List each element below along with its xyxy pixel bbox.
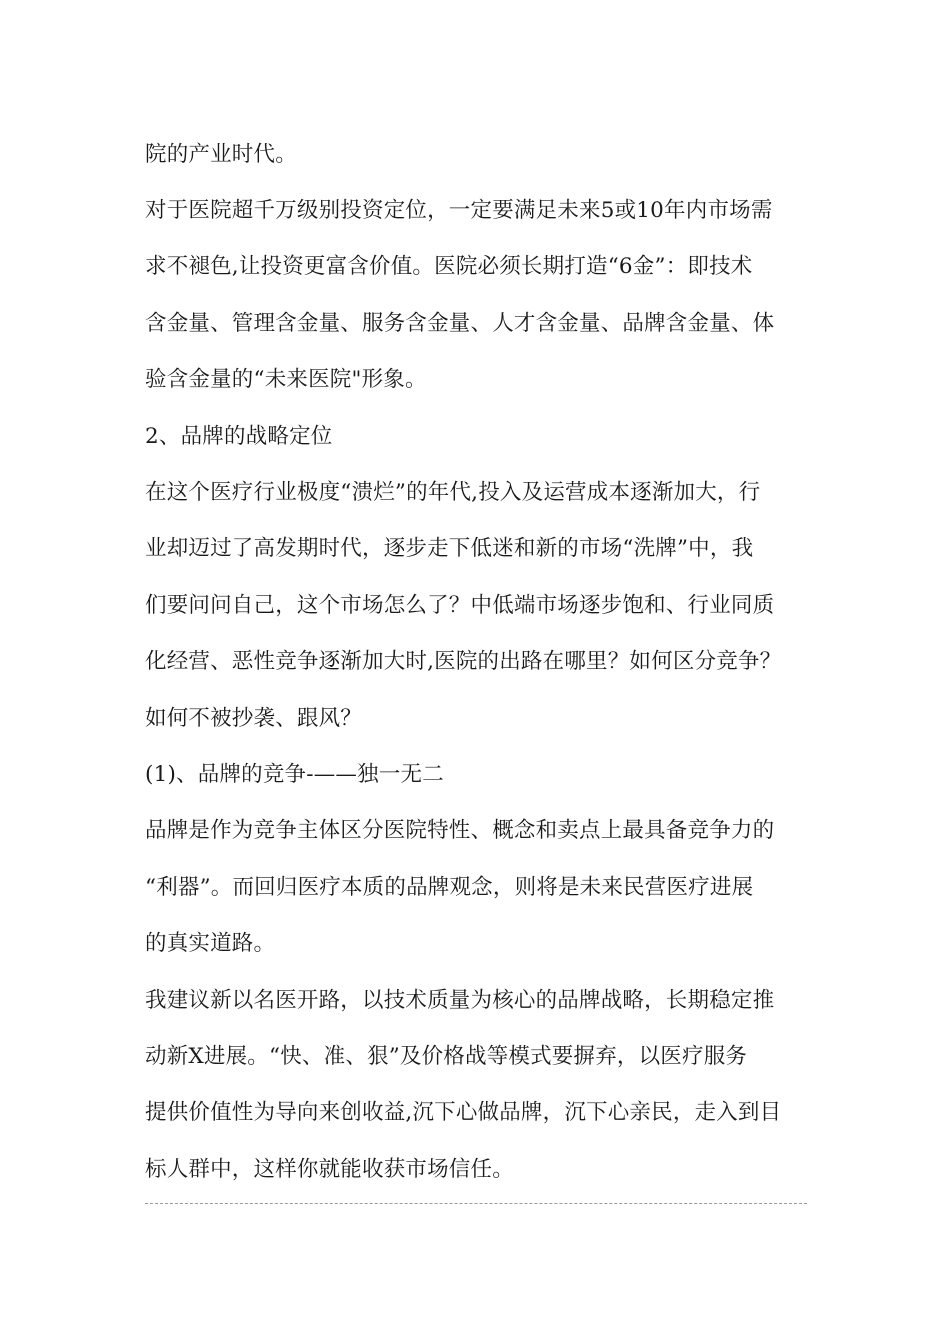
text-line: 提供价值性为导向来创收益,沉下心做品牌，沉下心亲民，走入到目 (145, 1100, 782, 1125)
text-line: 对于医院超千万级别投资定位，一定要满足未来5或10年内市场需 (145, 198, 773, 223)
text-line: 的真实道路。 (145, 931, 276, 956)
text-line: 业却迈过了高发期时代，逐步走下低迷和新的市场“洗牌”中，我 (145, 536, 754, 561)
text-line: “利器”。而回归医疗本质的品牌观念，则将是未来民营医疗进展 (145, 875, 754, 900)
text-line: 我建议新以名医开路，以技术质量为核心的品牌战略，长期稳定推 (145, 988, 775, 1013)
text-line: 在这个医疗行业极度“溃烂”的年代,投入及运营成本逐渐加大，行 (145, 480, 761, 505)
text-line: 动新X进展。“快、准、狠”及价格战等模式要摒弃，以医疗服务 (145, 1044, 748, 1069)
text-line: 品牌是作为竞争主体区分医院特性、概念和卖点上最具备竞争力的 (145, 818, 775, 843)
text-line: 求不褪色,让投资更富含价值。医院必须长期打造“6金”：即技术 (145, 254, 753, 279)
text-line: 院的产业时代。 (145, 142, 297, 167)
text-line: 标人群中，这样你就能收获市场信任。 (145, 1157, 514, 1182)
subsection-heading: (1)、品牌的竞争-——独一无二 (145, 762, 444, 787)
dashed-divider (145, 1203, 807, 1204)
text-line: 们要问问自己，这个市场怎么了？中低端市场逐步饱和、行业同质 (145, 593, 775, 618)
text-line: 如何不被抄袭、跟风？ (145, 706, 363, 731)
text-line: 验含金量的“未来医院"形象。 (145, 367, 427, 392)
text-line: 化经营、恶性竞争逐渐加大时,医院的出路在哪里？如何区分竞争？ (145, 649, 782, 674)
section-heading: 2、品牌的战略定位 (145, 424, 333, 449)
text-line: 含金量、管理含金量、服务含金量、人才含金量、品牌含金量、体 (145, 311, 775, 336)
